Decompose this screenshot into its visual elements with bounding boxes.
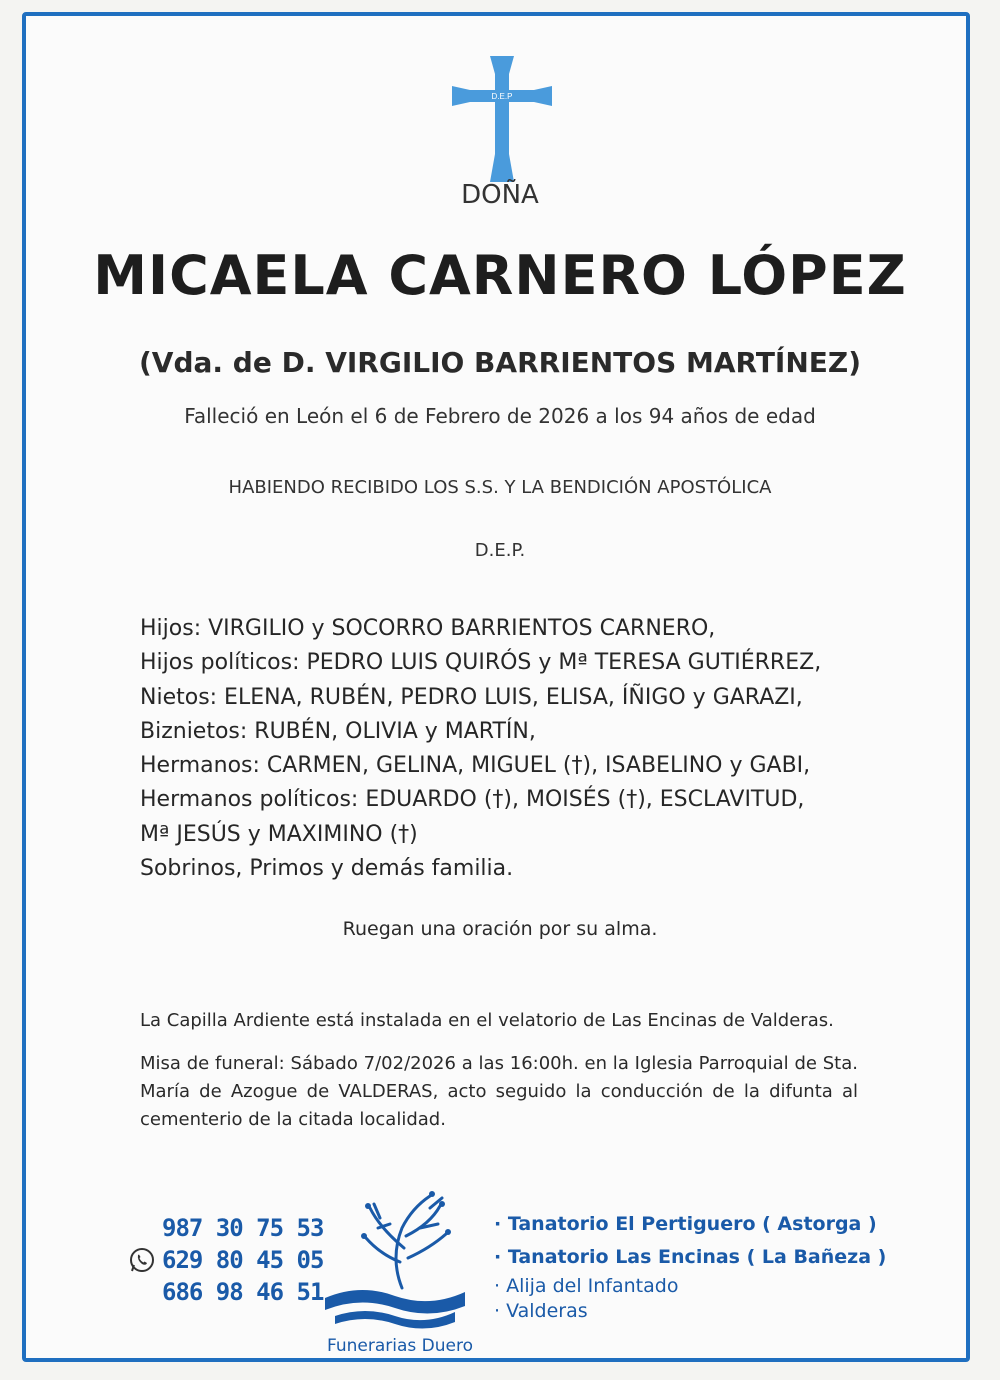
prayer-request: Ruegan una oración por su alma. (342, 918, 658, 940)
death-notice: Falleció en León el 6 de Febrero de 2026 a los 94 años de edad (184, 404, 816, 428)
chapel-info: La Capilla Ardiente está instalada en el velatorio de Las Encinas de Valderas. (140, 1010, 834, 1031)
location-item: · Valderas (494, 1300, 588, 1322)
family-grandchildren: Nietos: ELENA, RUBÉN, PEDRO LUIS, ELISA, ÍÑIGO y GARAZI, (140, 684, 803, 710)
location-item: · Alija del Infantado (494, 1275, 679, 1297)
dep-line: D.E.P. (474, 540, 526, 561)
brand-name: Funerarias Duero (327, 1336, 473, 1356)
family-siblings: Hermanos: CARMEN, GELINA, MIGUEL (†), ISABELINO y GABI, (140, 753, 811, 779)
widow-of: (Vda. de D. VIRGILIO BARRIENTOS MARTÍNEZ) (139, 346, 861, 379)
funerarias-duero-logo (320, 1188, 470, 1336)
locations-list (494, 1208, 886, 1324)
sacraments-line: HABIENDO RECIBIDO LOS S.S. Y LA BENDICIÓN APOSTÓLICA (228, 477, 772, 498)
location-item: · Tanatorio Las Encinas ( La Bañeza ) (494, 1246, 887, 1268)
deceased-name: MICAELA CARNERO LÓPEZ (93, 244, 907, 307)
phone-number: 686 98 46 51 (162, 1278, 324, 1306)
phone-number: 987 30 75 53 (162, 1214, 324, 1242)
cross-icon (452, 56, 552, 182)
family-siblings-in-law-cont: Mª JESÚS y MAXIMINO (†) (140, 821, 418, 847)
location-item: · Tanatorio El Pertiguero ( Astorga ) (494, 1213, 877, 1235)
family-list (140, 612, 900, 886)
family-children-in-law: Hijos políticos: PEDRO LUIS QUIRÓS y Mª TERESA GUTIÉRREZ, (140, 650, 822, 676)
family-siblings-in-law: Hermanos políticos: EDUARDO (†), MOISÉS (†), ESCLAVITUD, (140, 787, 805, 813)
whatsapp-icon (128, 1246, 156, 1274)
funeral-info: Misa de funeral: Sábado 7/02/2026 a las 16:00h. en la Iglesia Parroquial de Sta. María de Azogue de VALDERAS, acto seguido la conducción de la difunta al cementerio de la citada localidad. (140, 1053, 858, 1130)
family-great-grandchildren: Biznietos: RUBÉN, OLIVIA y MARTÍN, (140, 718, 536, 744)
family-others: Sobrinos, Primos y demás familia. (140, 856, 514, 882)
honorific: DOÑA (461, 180, 539, 210)
cross-label: D.E.P (491, 92, 513, 101)
whatsapp-phone-number: 629 80 45 05 (162, 1246, 324, 1274)
family-children: Hijos: VIRGILIO y SOCORRO BARRIENTOS CARNERO, (140, 616, 716, 641)
